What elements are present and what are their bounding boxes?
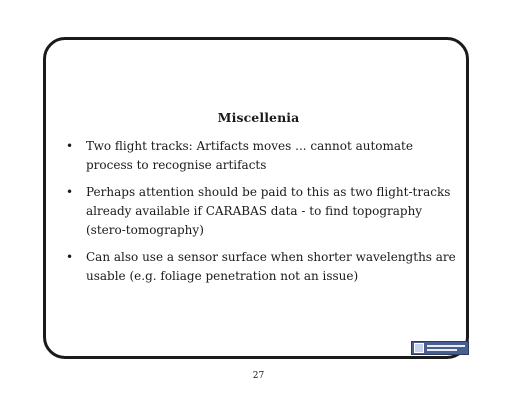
page-number: 27 <box>252 371 265 381</box>
bullet-item <box>66 183 456 240</box>
bullet-icon: • <box>66 185 74 199</box>
logo-wordmark <box>427 345 465 351</box>
bullet-item <box>66 248 456 286</box>
university-logo <box>411 341 469 355</box>
bullet-text: Two flight tracks: Artifacts moves ... cannot automate process to recognise artifacts <box>86 139 413 172</box>
bullet-text: Can also use a sensor surface when shorter wavelengths are usable (e.g. foliage penetration not an issue) <box>86 250 456 283</box>
bullet-list <box>66 137 456 294</box>
slide-title: Miscellenia <box>217 110 300 125</box>
bullet-icon: • <box>66 250 74 264</box>
bullet-icon: • <box>66 139 74 153</box>
bullet-text: Perhaps attention should be paid to this as two flight-tracks already available if CARABAS data - to find topography (stero-tomography) <box>86 185 451 237</box>
crest-icon <box>414 343 424 353</box>
bullet-item <box>66 137 456 175</box>
